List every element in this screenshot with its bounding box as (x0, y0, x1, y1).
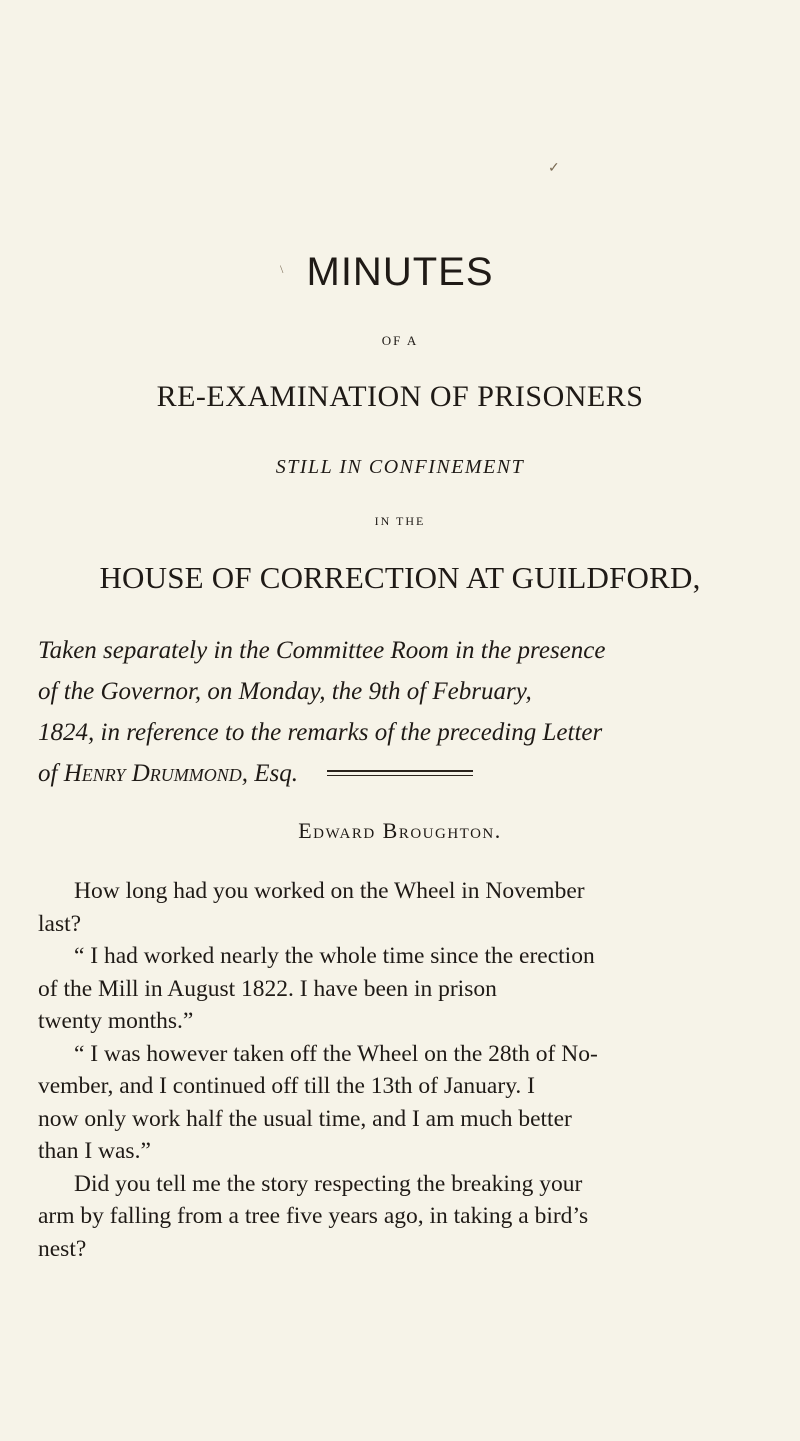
paragraph (38, 1168, 778, 1266)
text-line: How long had you worked on the Wheel in November (74, 878, 585, 904)
ink-speck: ✓ (548, 161, 560, 176)
heading-re-examination: RE-EXAMINATION OF PRISONERS (156, 380, 644, 413)
subtitle-of-a: OF A (381, 333, 419, 348)
subtitle-in-the: IN THE (374, 514, 426, 528)
text-line: Did you tell me the story respecting the breaking your (74, 1170, 583, 1197)
taken-last-prefix: of (38, 760, 58, 787)
examination-text (38, 875, 778, 1265)
text-line: of the Mill in August 1822. I have been in prison (38, 975, 497, 1002)
paragraph (38, 875, 778, 940)
paragraph (38, 940, 778, 1038)
heading-still-in-confinement: STILL IN CONFINEMENT (275, 456, 525, 478)
text-line: twenty months.” (38, 1008, 194, 1034)
taken-line: 1824, in reference to the remarks of the preceding Letter (38, 719, 603, 746)
text-line: last? (38, 910, 82, 937)
taken-line: Taken separately in the Committee Room in the presence (38, 637, 606, 664)
text-line: “ I had worked nearly the whole time since the erection (74, 943, 595, 969)
document-title: MINUTES (306, 250, 494, 294)
text-line: than I was.” (38, 1138, 151, 1164)
speaker-name: Edward Broughton. (298, 818, 502, 843)
ink-speck: \ (280, 262, 284, 276)
text-line: vember, and I continued off till the 13th of January. I (38, 1073, 535, 1099)
person-name: Henry Drummond (63, 760, 242, 787)
taken-last-suffix: , Esq. (241, 760, 298, 787)
taken-line: of the Governor, on Monday, the 9th of February, (38, 678, 532, 705)
heading-house-of-correction: HOUSE OF CORRECTION AT GUILDFORD, (99, 560, 701, 595)
text-line: arm by falling from a tree five years ago, in taking a bird’s (38, 1203, 589, 1229)
paragraph (38, 1038, 778, 1168)
divider-rule (327, 770, 473, 776)
text-line: “ I was however taken off the Wheel on the 28th of No- (74, 1040, 598, 1067)
text-line: nest? (38, 1235, 87, 1262)
text-line: now only work half the usual time, and I am much better (38, 1105, 572, 1132)
